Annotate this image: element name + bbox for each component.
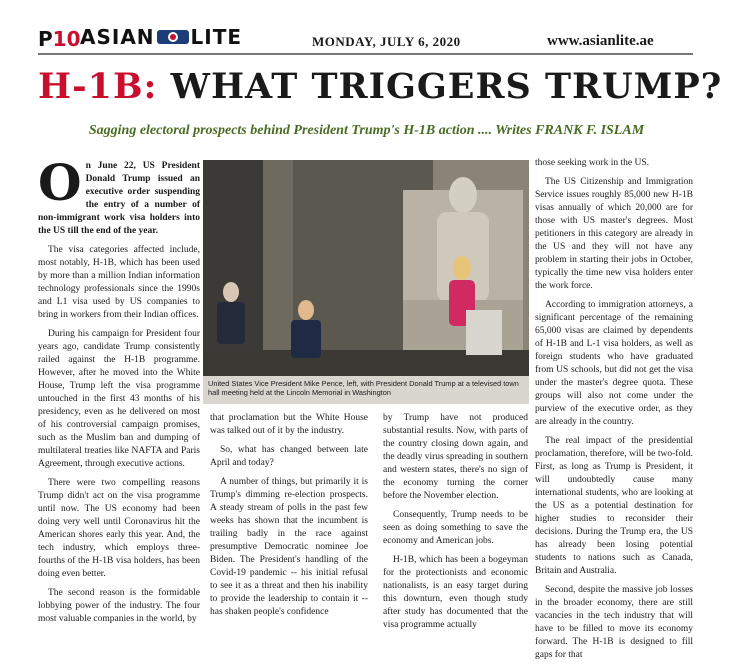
headline xyxy=(38,66,723,107)
page-number: P10 xyxy=(38,27,81,51)
paragraph: During his campaign for President four years ago, candidate Trump consistently railed against the H-1B programme. However, after he moved into the White House, Trump left the visa programme untouched in the first 43 months of his presidency, even as he delivered on most of his controversial campaign promises, such as the Muslim ban and dumping of multilateral treaties like NAFTA and Paris Agreement, through executive actions. xyxy=(38,329,200,469)
asian-lite-logo: ASIAN LITE xyxy=(80,25,243,49)
paragraph: There were two compelling reasons Trump didn't act on the visa programme until now. The US economy had been doing very well until Coronavirus hit the American shores early this year. And, the tech industry, which employs three-fourths of the H-1B visa holders, has been doing even better. xyxy=(38,478,200,579)
website-link[interactable]: www.asianlite.ae xyxy=(547,33,654,49)
paragraph: The second reason is the formidable lobbying power of the industry. The four most valuable companies in the world, by xyxy=(38,588,200,624)
subheadline: Sagging electoral prospects behind President Trump's H-1B action .... Writes FRANK F. ISLAM xyxy=(88,123,645,138)
article-column-2 xyxy=(210,412,368,625)
paragraph: The US Citizenship and Immigration Service issues roughly 85,000 new H-1B visas annually of which 20,000 are for those with US master's degrees. Most petitioners in this category are already in the US and they will not have any problem in starting their jobs in October, typically the time new visa holders enter the work force. xyxy=(535,177,693,291)
paragraph: H-1B, which has been a bogeyman for the protectionists and economic nationalists, is an easy target during this downturn, even though study after study has documented that the visa programme actually xyxy=(383,555,528,630)
headline-prefix: H-1B: xyxy=(38,66,158,107)
article-column-1 xyxy=(38,153,200,632)
issue-date: MONDAY, JULY 6, 2020 xyxy=(312,34,461,49)
paragraph: that proclamation but the White House was talked out of it by the industry. xyxy=(210,413,368,436)
paragraph: The visa categories affected include, most notably, H-1B, which has been used by more than a million Indian information technology professionals since the 1990s and L1 visa used by US companies to bring in workers from their Indian offices. xyxy=(38,245,200,320)
paragraph: A number of things, but primarily it is Trump's dimming re-election prospects. A steady stream of polls in the past few weeks has shown that the incumbent is trailing badly in the race against presumptive Democratic nominee Joe Biden. The President's handling of the Covid-19 pandemic -- his initial refusal to see it as a threat and then his inability to provide the leadership to contain it -- has shaken people's confidence xyxy=(210,477,368,617)
paragraph: According to immigration attorneys, a significant percentage of the remaining 65,000 visas are claimed by dependents of H-1B and L-1 visa holders, as well as foreign students who have graduated from US schools, but did not get the visa under the master's degree quota. These groups will also not come under the purview of the executive order, as they are already in the country. xyxy=(535,300,693,427)
photo-caption: United States Vice President Mike Pence, left, with President Donald Trump at a televised town hall meeting held at the Lincoln Memorial in Washington xyxy=(203,376,529,404)
masthead xyxy=(0,0,733,52)
paragraph: Second, despite the massive job losses in the broader economy, there are still vacancies in the tech industry that will have to be filled to move its economy forward. The H-1B is designed to fill gaps for that xyxy=(535,585,693,660)
masthead-rule xyxy=(38,53,693,55)
lincoln-memorial-photo xyxy=(203,160,529,388)
paragraph: by Trump have not produced substantial results. Now, with parts of the country closing down again, and the deadly virus spreading in southern and western states, there's no sign of the economy turning the corner before the November election. xyxy=(383,413,528,501)
paragraph: those seeking work in the US. xyxy=(535,158,649,168)
lead-paragraph: On June 22, US President Donald Trump issued an executive order suspending the entry of a number of non-immigrant work visa holders into the US till the end of the year. xyxy=(38,153,200,236)
paragraph: The real impact of the presidential proclamation, therefore, will be two-fold. First, as long as Trump is President, it will undoubtedly cause many international students, who are looking at the US as a potential destination for higher studies to reconsider their decisions. During the Trump era, the US has already been losing potential students to nations such as Canada, Britain and Australia. xyxy=(535,436,693,576)
paragraph: So, what has changed between late April and today? xyxy=(210,445,368,468)
article-column-4 xyxy=(535,157,693,668)
drop-cap: O xyxy=(38,153,82,212)
lion-emblem-icon xyxy=(155,27,191,47)
article-column-3 xyxy=(383,412,528,638)
paragraph: Consequently, Trump needs to be seen as doing something to save the economy and American jobs. xyxy=(383,510,528,546)
headline-main: WHAT TRIGGERS TRUMP? xyxy=(157,66,723,107)
